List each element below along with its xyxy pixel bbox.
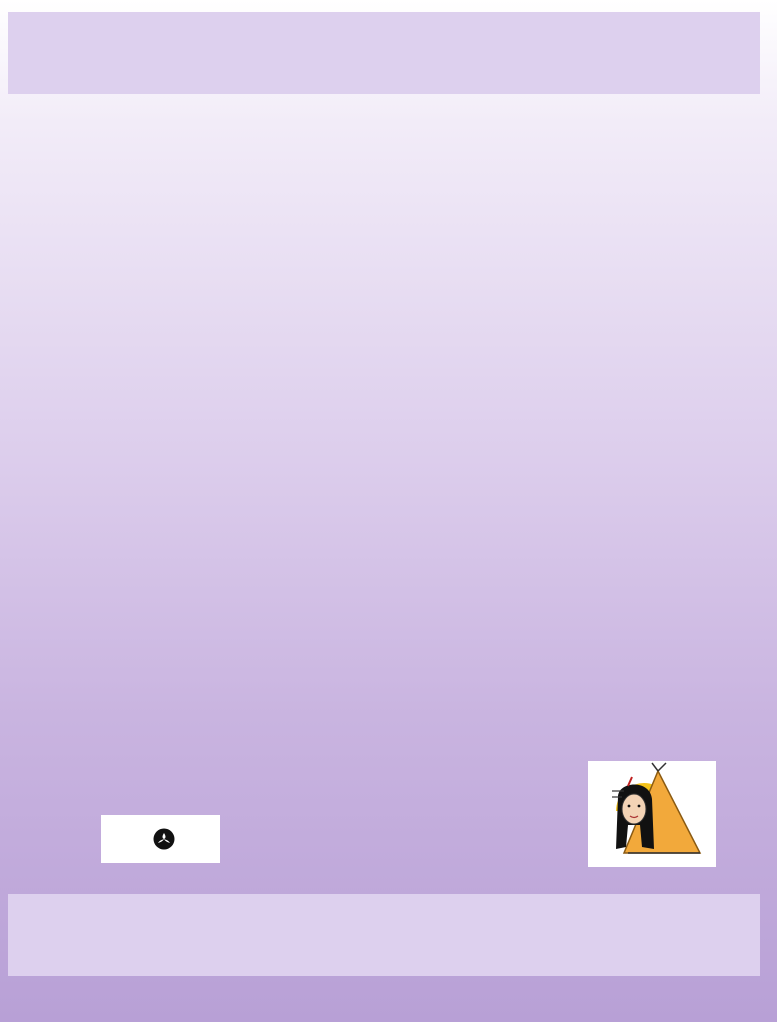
- trillium-icon: [153, 828, 175, 850]
- bottom-flower-border: [8, 894, 760, 976]
- equaywuk-logo: [588, 761, 716, 867]
- top-flower-border: [8, 12, 760, 94]
- ontario-logo: [101, 815, 220, 863]
- woman-tipi-logo-icon: [588, 761, 716, 867]
